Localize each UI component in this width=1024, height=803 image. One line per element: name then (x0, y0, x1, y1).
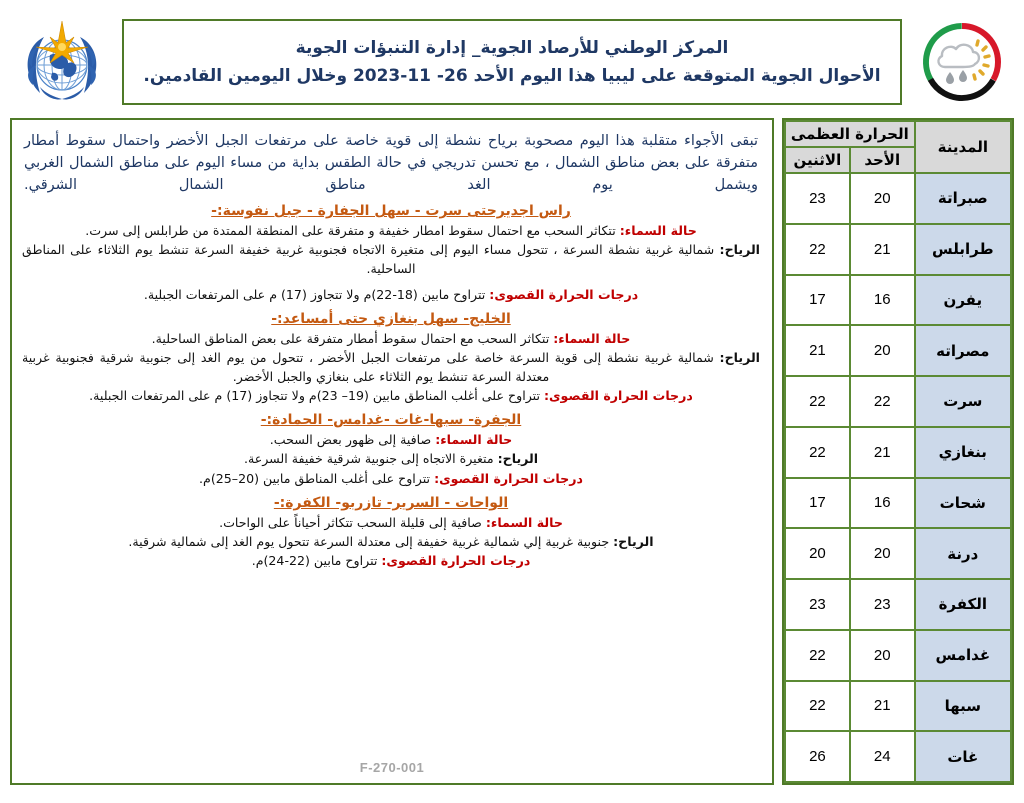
cell-sunday: 20 (850, 630, 915, 681)
sky-line (22, 330, 760, 348)
wind-label: الرياح: (497, 451, 539, 467)
wind-label: الرياح: (719, 242, 760, 258)
cell-city: درنة (915, 528, 1011, 579)
section-title: الخليج- سهل بنغازي حتى أمساعد:- (271, 311, 511, 328)
cell-city: شحات (915, 478, 1011, 529)
cell-monday: 22 (785, 376, 850, 427)
cell-city: يفرن (915, 275, 1011, 326)
sky-label: حالة السماء: (485, 514, 563, 530)
cell-sunday: 22 (850, 376, 915, 427)
cell-sunday: 16 (850, 275, 915, 326)
cell-city: صبراتة (915, 173, 1011, 224)
cell-monday: 22 (785, 427, 850, 478)
table-row (785, 376, 1011, 427)
cell-monday: 17 (785, 275, 850, 326)
cell-monday: 23 (785, 173, 850, 224)
cell-sunday: 21 (850, 427, 915, 478)
sky-label: حالة السماء: (619, 223, 697, 239)
cell-monday: 22 (785, 681, 850, 732)
forecast-text-panel (10, 118, 774, 785)
table-row (785, 630, 1011, 681)
table-row (785, 275, 1011, 326)
header-title-box (122, 19, 902, 105)
sky-label: حالة السماء: (553, 331, 631, 347)
forecast-section-1 (22, 203, 760, 304)
temp-label: درجات الحرارة القصوى: (381, 553, 531, 569)
cell-monday: 23 (785, 579, 850, 630)
cell-sunday: 16 (850, 478, 915, 529)
forecast-section-2 (22, 311, 760, 405)
wmo-logo (10, 15, 114, 109)
table-row (785, 731, 1011, 782)
column-header-monday: الاثنين (785, 147, 850, 173)
table-body (785, 173, 1011, 782)
document-header (10, 14, 1014, 110)
cell-sunday: 23 (850, 579, 915, 630)
cell-city: بنغازي (915, 427, 1011, 478)
cell-city: غات (915, 731, 1011, 782)
sky-label: حالة السماء: (435, 432, 513, 448)
temp-value: تتراوح على أغلب المناطق مابين (20–25)م. (199, 470, 435, 486)
sky-value: تتكاثر السحب مع احتمال سقوط امطار خفيفة و متفرقة على المنطقة الممتدة من طرابلس إلى سرت. (85, 223, 620, 239)
wind-label: الرياح: (719, 350, 760, 366)
temp-label: درجات الحرارة القصوى: (434, 470, 583, 486)
cell-city: غدامس (915, 630, 1011, 681)
nmc-libya-logo (910, 15, 1014, 109)
sky-value: تتكاثر السحب مع احتمال سقوط أمطار متفرقة على بعض المناطق الساحلية. (151, 331, 554, 347)
spacer (22, 279, 760, 285)
wind-value: جنوبية غربية إلي شمالية غربية خفيفة إلى معتدلة السرعة تتحول يوم الغد إلى شمالية شرقية. (128, 534, 614, 550)
sky-line (22, 431, 760, 449)
column-header-sunday: الأحد (850, 147, 915, 173)
wind-label: الرياح: (613, 534, 654, 550)
temp-value: تتراوح على أغلب المناطق مابين (19– 23)م ولا تتجاوز (17) م على المرتفعات الجبلية. (89, 387, 544, 403)
table-row (785, 325, 1011, 376)
max-temperature-table (784, 120, 1012, 783)
wind-line (22, 349, 760, 386)
forecast-section-3 (22, 412, 760, 488)
table-row (785, 173, 1011, 224)
cell-monday: 22 (785, 630, 850, 681)
cell-monday: 21 (785, 325, 850, 376)
wind-line (22, 450, 760, 468)
cell-sunday: 21 (850, 224, 915, 275)
section-title: الجفرة- سبها-غات -غدامس- الحمادة:- (260, 412, 522, 429)
cell-monday: 17 (785, 478, 850, 529)
table-row (785, 224, 1011, 275)
table-row (785, 528, 1011, 579)
wind-line (22, 533, 760, 551)
cell-sunday: 20 (850, 325, 915, 376)
cell-monday: 20 (785, 528, 850, 579)
cell-monday: 26 (785, 731, 850, 782)
table-row (785, 427, 1011, 478)
temp-value: تتراوح مابين (22-24)م. (251, 553, 382, 569)
document-code: F-270-001 (359, 760, 425, 775)
table-row (785, 681, 1011, 732)
cell-monday: 22 (785, 224, 850, 275)
cell-city: طرابلس (915, 224, 1011, 275)
table-header-row (785, 121, 1011, 147)
max-temperature-table-panel (782, 118, 1014, 785)
forecast-section-4 (22, 495, 760, 571)
cell-city: الكفرة (915, 579, 1011, 630)
column-header-max-temp: الحرارة العظمى (785, 121, 915, 147)
page-title: المركز الوطني للأرصاد الجوية_ إدارة التنبؤات الجوية (295, 38, 729, 58)
temp-value: تتراوح مابين (18-22)م ولا تتجاوز (17) م على المرتفعات الجبلية. (143, 286, 490, 302)
sky-value: صافية إلى قليلة السحب تتكاثر أحياناً على الواحات. (219, 514, 486, 530)
cell-sunday: 20 (850, 528, 915, 579)
wind-line (22, 241, 760, 278)
cell-sunday: 24 (850, 731, 915, 782)
section-title: الواحات - السرير- تازربو- الكفرة:- (273, 494, 509, 511)
section-title: راس اجديرحتى سرت - سهل الجفارة - جبل نفوسة:- (211, 203, 571, 220)
wind-value: شمالية غربية نشطة السرعة ، تتحول مساء اليوم إلى متغيرة الاتجاه فجنوبية غربية خفيفة السرعة تنشط يوم الثلاثاء على المناطق الساحلية. (22, 242, 720, 276)
cell-sunday: 20 (850, 173, 915, 224)
temp-line (22, 286, 760, 304)
temp-label: درجات الحرارة القصوى: (543, 387, 693, 403)
wind-value: متغيرة الاتجاه إلى جنوبية شرقية خفيفة السرعة. (243, 451, 498, 467)
temp-line (22, 552, 760, 570)
cell-sunday: 21 (850, 681, 915, 732)
table-row (785, 478, 1011, 529)
cell-city: سبها (915, 681, 1011, 732)
column-header-city: المدينة (915, 121, 1011, 173)
document-body (10, 118, 1014, 785)
forecast-intro: تبقى الأجواء متقلبة هذا اليوم مصحوبة برياح نشطة إلى قوية خاصة على مرتفعات الجبل الأخضر واحتمال سقوط أمطار متفرقة على بعض مناطق الشمال ، مع تحسن تدريجي في حالة الطقس بداية من مساء اليوم على مناطق الشمال الغربي ويشمل يوم الغد مناطق الشمال الشرقي. (24, 133, 758, 194)
sky-line (22, 222, 760, 240)
sky-value: صافية إلى ظهور بعض السحب. (269, 432, 436, 448)
cell-city: سرت (915, 376, 1011, 427)
temp-line (22, 387, 760, 405)
cell-city: مصراته (915, 325, 1011, 376)
temp-label: درجات الحرارة القصوى: (489, 286, 639, 302)
sky-line (22, 514, 760, 532)
page-subtitle: الأحوال الجوية المتوقعة على ليبيا هذا اليوم الأحد 26- 11-2023 وخلال اليومين القادمين. (143, 66, 881, 86)
table-row (785, 579, 1011, 630)
wind-value: شمالية غربية نشطة إلى قوية السرعة خاصة على مرتفعات الجبل الأخضر ، تتحول من يوم الغد إلى جنوبية شرقية فجنوبية غربية معتدلة السرعة تنشط يوم الثلاثاء على بنغازي والجبل الأخضر. (22, 350, 720, 384)
temp-line (22, 470, 760, 488)
